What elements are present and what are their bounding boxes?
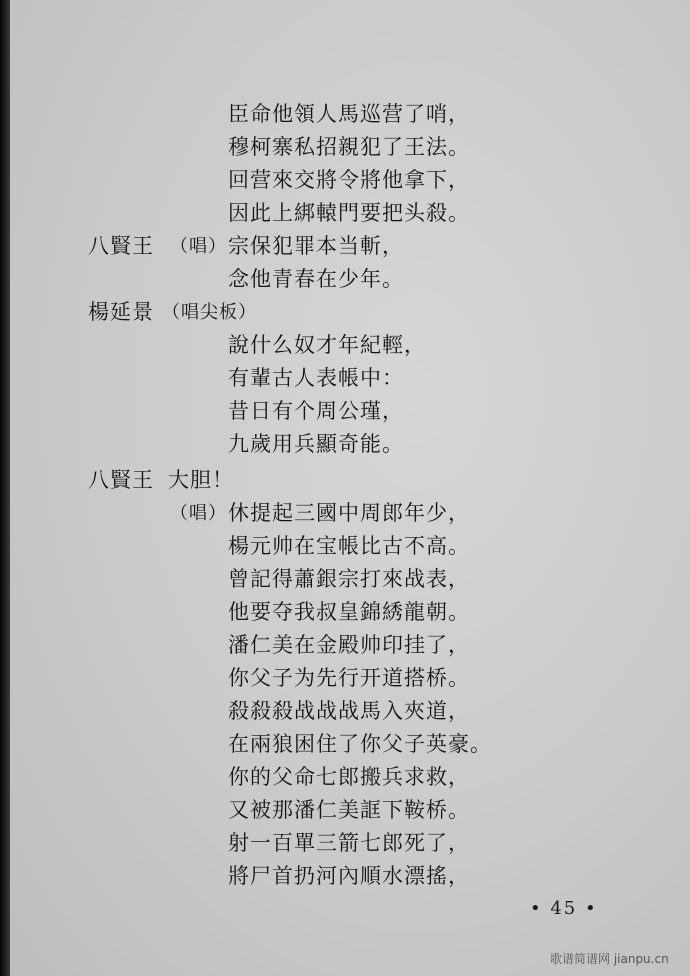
verse-line: 臣命他領人馬巡营了哨， xyxy=(228,102,470,126)
verse-line: 在兩狼困住了你父子英豪。 xyxy=(228,732,492,756)
verse-line: 有輩古人表帳中： xyxy=(228,366,404,390)
verse-line: 你的父命七郎搬兵求救， xyxy=(228,765,470,789)
stage-direction: （唱） xyxy=(170,503,227,524)
page-number: • 45 • xyxy=(530,898,598,919)
book-page xyxy=(10,0,690,976)
verse-line: 潘仁美在金殿帅印挂了， xyxy=(228,633,470,657)
verse-line: 你父子为先行开道搭桥。 xyxy=(228,666,470,690)
stage-direction: （唱） xyxy=(170,236,227,257)
verse-line: 回营來交將令將他拿下， xyxy=(228,168,470,192)
verse-line: 曾記得蕭銀宗打來战表， xyxy=(228,567,470,591)
verse-line: 穆柯寨私招親犯了王法。 xyxy=(228,135,470,159)
speaker-line xyxy=(88,230,154,260)
verse-line: 九歲用兵顯奇能。 xyxy=(228,432,404,456)
verse-line: 又被那潘仁美誆下鞍桥。 xyxy=(228,798,470,822)
verse-line: 說什么奴才年紀輕， xyxy=(228,333,426,357)
speaker-name: 八賢王 xyxy=(88,234,154,258)
verse-line: 殺殺殺战战战馬入夾道， xyxy=(228,699,470,723)
verse-line: 楊元帅在宝帳比古不高。 xyxy=(228,534,470,558)
speaker-line xyxy=(88,296,154,326)
stage-direction: （唱尖板） xyxy=(162,302,257,323)
verse-line: 念他青春在少年。 xyxy=(228,267,404,291)
verse-line: 因此上綁轅門要把头殺。 xyxy=(228,201,470,225)
site-watermark: 歌谱简谱网 jianpu.cn xyxy=(550,952,669,966)
speaker-name: 八賢王 xyxy=(88,468,154,492)
speaker-line xyxy=(88,464,154,494)
verse-line: 昔日有个周公瑾， xyxy=(228,399,404,423)
speaker-name: 楊延景 xyxy=(88,300,154,324)
spoken-line: 大胆！ xyxy=(168,468,234,492)
book-spine-shadow xyxy=(0,0,10,976)
verse-line: 射一百單三箭七郎死了， xyxy=(228,831,470,855)
verse-line: 休提起三國中周郎年少， xyxy=(228,501,470,525)
verse-line: 他要夺我叔皇錦綉龍朝。 xyxy=(228,600,470,624)
verse-line: 宗保犯罪本当斬， xyxy=(228,234,404,258)
verse-line: 將尸首扔河內順水漂搖， xyxy=(228,864,470,888)
